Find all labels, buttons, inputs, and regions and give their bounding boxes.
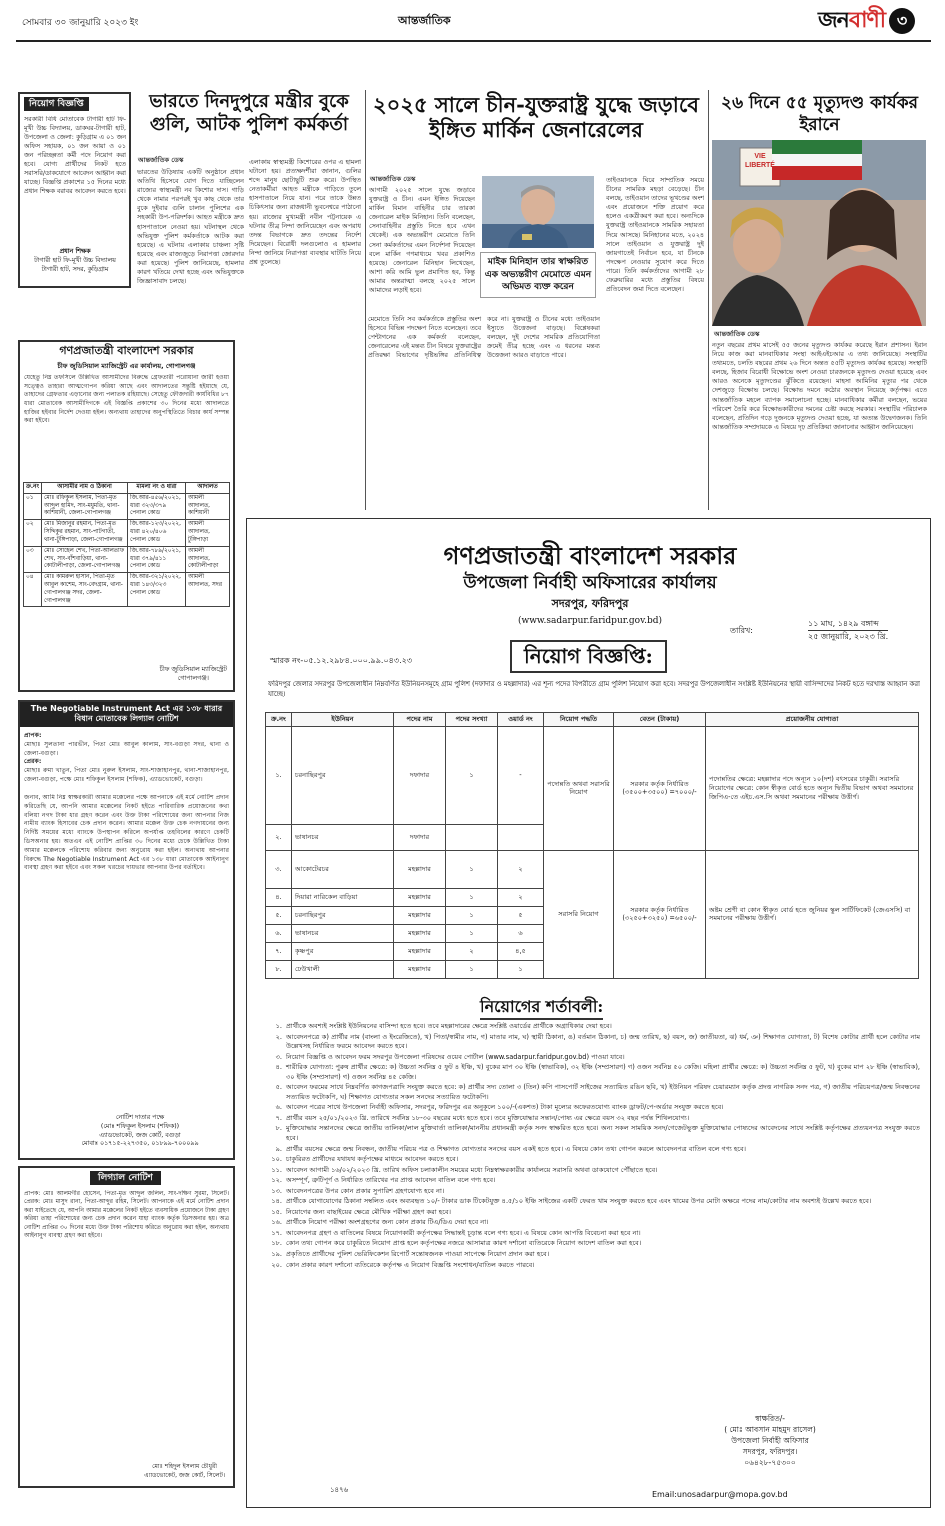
story3-headline: ২৬ দিনে ৫৫ মৃত্যুদণ্ড কার্যকর ইরানে bbox=[721, 93, 918, 136]
condition-item: ২০. কোন প্রকার কারণ দর্শানো ব্যতিরেকে কর্তৃপক্ষ এ নিয়োগ বিজ্ঞপ্তি সংশোধন/বাতিল করতে পারবে। bbox=[271, 1260, 535, 1269]
notice-place: সদরপুর, ফরিদপুর bbox=[551, 597, 629, 610]
condition-item: ১. প্রার্থীকে অবশ্যই সংশ্লিষ্ট ইউনিয়নের বাসিন্দা হতে হবে। তবে মহল্লাদারের ক্ষেত্রে সংশ্লিষ্ট ওয়ার্ডের প্রার্থীকে অগ্রাধিকার দেয়া হবে। bbox=[275, 1022, 612, 1030]
court-notice-table bbox=[23, 482, 230, 607]
qualification-dafadar: পদোন্নতির ক্ষেত্রে: মহল্লাদার পদে অন্যূন ১০(দশ) বৎসরের চাকুরী। সরাসরি নিয়োগের ক্ষেত্রে: কোন স্বীকৃত বোর্ড হতে অন্যূন দ্বিতীয় বিভাগ অথবা সমমানের জিপিএ-তে এইচ.এস.সি অথবা সমমানের পরীক্ষায় উত্তীর্ণ। bbox=[706, 726, 919, 850]
condition-item: ১২. অসম্পূর্ণ, ত্রুটিপূর্ণ ও নির্ধারিত তারিখের পর প্রাপ্ত আবেদন বাতিল বলে গণ্য হবে। bbox=[271, 1176, 496, 1185]
condition-item: ৩. নিয়োগ বিজ্ঞপ্তি ও আবেদন ফরম সদরপুর উপজেলা পরিষদের ওয়েব পোর্টাল (www.sadarpur.faridpur.gov.bd) পাওয়া যাবে। bbox=[275, 1052, 625, 1061]
condition-item: ৯. প্রার্থীর বয়সের ক্ষেত্রে জন্ম নিবন্ধন, জাতীয় পরিচয় পত্র ও শিক্ষাগত যোগ্যতার সনদের বয়স একই হতে হবে। এ বিষয়ে কোন তথ্য গোপন করলে আবেদনপত্র বাতিল বলে গণ্য হবে। bbox=[275, 1144, 746, 1153]
condition-item: ১৩. আবেদনপত্রের উপর কোন প্রকার সুপারিশ গ্রহণযোগ্য হবে না। bbox=[271, 1186, 445, 1195]
notice-dates: ১১ মাঘ, ১৪২৯ বঙ্গাব্দ ২৫ জানুয়ারি, ২০২৩ খ্রি. bbox=[808, 619, 889, 641]
notice-memo: স্মারক নং-০৫.১২.২৯৮৪.০০০.৯৯.০৪৩.২৩ bbox=[270, 656, 413, 665]
portrait-illustration bbox=[482, 176, 594, 248]
job-ad-title: নিয়োগ বিজ্ঞপ্তি bbox=[24, 97, 89, 111]
logo-text: জনবাণী bbox=[818, 7, 886, 34]
story1-byline: আন্তর্জাতিক ডেস্ক bbox=[138, 156, 184, 164]
legal-notice2-signature: মোঃ শহিদুল ইসলাম চৌধুরী এ্যাডভোকেট, জজ কোর্ট, সিলেট। bbox=[144, 1463, 225, 1479]
conditions-title: নিয়োগের শর্তাবলী: bbox=[480, 996, 603, 1020]
story2-photo-caption: মাইক মিনিহান তার স্বাক্ষরিত এক অভ্যন্তরীণ মেমোতে এমন অভিমত ব্যক্ত করেন bbox=[480, 252, 596, 298]
notice-date-label: তারিখ: bbox=[730, 626, 753, 635]
condition-item: ১১. আবেদন আগামী ১৬/০২/২০২৩ খ্রি. তারিখ অফিস চলাকালীন সময়ের মধ্যে নিম্নস্বাক্ষরকারীর কার্যালয়ে সরাসরি অথবা ডাকযোগে পৌঁছাতে হবে। bbox=[271, 1165, 658, 1174]
placard-text: VIE LIBERTÉ bbox=[745, 153, 775, 170]
table-row: ৭. কৃষ্ণপুর মহল্লাদার ২ ৪,৫ bbox=[266, 942, 919, 960]
notice-title: নিয়োগ বিজ্ঞপ্তি: bbox=[510, 640, 667, 673]
notice-table-header: ক্র.নং ইউনিয়ন পদের নাম পদের সংখ্যা ওয়ার্ড নং নিয়োগ পদ্ধতি বেতন (টাকায়) প্রয়োজনীয় যোগ্যতা bbox=[266, 713, 919, 727]
job-ad-signature: প্রধান শিক্ষক টাগারী হাট ফি-মূখী উচ্চ বিদ্যালয় টাগারী হাট, সদর, কুড়িগ্রাম bbox=[34, 248, 116, 273]
general-photo bbox=[482, 176, 594, 248]
qualification-mahalladar: অষ্টম শ্রেণী বা কোন স্বীকৃত বোর্ড হতে জুনিয়র স্কুল সার্টিফিকেট (জেএসসি) বা সমমানের পরীক্ষায় উত্তীর্ণ। bbox=[706, 850, 919, 978]
story1-col1: ভারতের উড়িষ্যায় একটি অনুষ্ঠানে প্রধান অতিথি হিসেবে যোগ দিতে যাচ্ছিলেন রাজ্যের স্বাস্থ্যমন্ত্রী নব কিশোর দাস। গাড়ি থেকে নামার পরপরই খুব কাছ থেকে তার বুকে দুইবার গুলি চালান পুলিশের এক সহকারী উপ-পরিদর্শক। আহত মন্ত্রীকে দ্রুত হাসপাতালে নেওয়া হয়। ঘটনাস্থল থেকে অভিযুক্ত পুলিশ কর্মকর্তাকে আটক করা হয়েছে। এ ঘটনায় এলাকায় চাঞ্চল্য সৃষ্টি হয়েছে এবং রাজ্যজুড়ে নিরাপত্তা জোরদার করা হয়েছে। পুলিশ জানিয়েছে, হামলার কারণ খতিয়ে দেখা হচ্ছে এবং অভিযুক্তকে জিজ্ঞাসাবাদ চলছে। bbox=[137, 168, 244, 286]
table-row: ৩. আকোটেরচর মহল্লাদার ১ ২ সরাসরি নিয়োগ সরকার কর্তৃক নির্ধারিত (৩২৫০+৩২৫০) =৬৫০০/- অষ্টম শ্রেণী বা কোন স্বীকৃত বোর্ড হতে জুনিয়র স্কুল সার্টিফিকেট (জেএসসি) বা সমমানের পরীক্ষায় উত্তীর্ণ। bbox=[266, 850, 919, 888]
notice-code: ১৪৭৬ bbox=[330, 1486, 349, 1494]
notice-email: Email:unosadarpur@mopa.gov.bd bbox=[652, 1490, 788, 1499]
legal-notice-parties: প্রাপক: মোছাঃ সুলতানা পারভীন, পিতা মোঃ আবুল কালাম, সাং-বগুড়া সদর, থানা ও জেলা-বগুড়া। প্রেরক: মোছাঃ রুমা খাতুন, পিতা মোঃ নুরুল ইসলাম, সাং-শাজাহানপুর, থানা-শাজাহানপুর, জেলা-বগুড়া, পক্ষে মোঃ শফিকুল ইসলাম (শফিক), এ্যাডভোকেট, বগুড়া। bbox=[24, 732, 229, 783]
job-ad-body: সরকারী বিধি মোতাবেক টাগারী হাট ফি-মূখী উচ্চ বিদ্যালয়, ডাকঘর-টাগারী হাট, উপজেলা ও জেলা: কুড়িগ্রাম এ ০১ জন অফিস সহায়ক, ০১ জন আয়া ও ০১ জন পরিচ্ছন্নতা কর্মী পদে নিয়োগ করা হবে। যোগ্য প্রার্থীদের নিকট হতে সরাসরি/ডাকযোগে আবেদন আহ্বান করা যাচ্ছে। বিজ্ঞপ্তি প্রকাশের ১৫ দিনের মধ্যে প্রধান শিক্ষক বরাবর আবেদন করতে হবে। bbox=[24, 116, 126, 195]
court-notice-box bbox=[18, 340, 235, 692]
legal-notice-title: The Negotiable Instrument Act এর ১৩৮ ধারার বিধান মোতাবেক লিগ্যাল নোটিশ bbox=[20, 702, 233, 727]
legal-notice2-title: লিগ্যাল নোটিশ bbox=[90, 1171, 161, 1185]
notice-website: (www.sadarpur.faridpur.gov.bd) bbox=[517, 616, 663, 626]
story2-col3: তাইওয়ানকে ঘিরে সাম্প্রতিক সময়ে চীনের সামরিক মহড়া বেড়েছে। চীন বলছে, তাইওয়ান তাদের ভূখণ্ডের অংশ এবং প্রয়োজনে শক্তি প্রয়োগ করে হলেও একত্রীকরণ করা হবে। অন্যদিকে যুক্তরাষ্ট্র তাইওয়ানকে সামরিক সহায়তা দিয়ে আসছে। মিনিহানের মতে, ২০২৪ সালে তাইওয়ান ও যুক্তরাষ্ট্র দুই জায়গাতেই নির্বাচন হবে, যা চীনকে পদক্ষেপ নেওয়ার সুযোগ করে দিতে পারে। তিনি কর্মকর্তাদের আগামী ২৮ ফেব্রুয়ারির মধ্যে প্রস্তুতির বিষয়ে প্রতিবেদন জমা দিতে বলেছেন। bbox=[606, 176, 704, 294]
condition-item: ১৮. কোন তথ্য গোপন করে চাকুরিতে নিয়োগ প্রাপ্ত হলে কর্তৃপক্ষের নজরে আসামাত্র কারণ দর্শানো ব্যতিরেকে নিয়োগ আদেশ বাতিল করা হবে। bbox=[271, 1239, 642, 1248]
story1-headline: ভারতে দিনদুপুরে মন্ত্রীর বুকে গুলি, আটক পুলিশ কর্মকর্তা bbox=[149, 91, 349, 136]
notice-signature: স্বাক্ষরিত/- ( মোঃ আবসান মাহমুদ রাসেল) উপজেলা নির্বাহী অফিসার সদরপুর, ফরিদপুর। ০৬৪২৮-৭৫৩০০ bbox=[724, 1414, 816, 1467]
court-notice-body: যেহেতু নিম্ন তফসিলে উল্লিখিত আসামীদের বিরুদ্ধে গ্রেফতারী পরোয়ানা জারী হওয়া সত্ত্বেও তাহারা আত্মগোপন করিয়া আছে এবং আদালতের সন্তুষ্টি হইয়াছে যে, তাহাদের গ্রেফতার এড়ানোর জন্য পলাতক রহিয়াছে। সেহেতু ফৌজদারী কার্যবিধির ৮৭ ধারা মোতাবেক আসামীদিগকে এই বিজ্ঞপ্তি প্রকাশের ৩০ দিনের মধ্যে আদালতে হাজির হইবার নির্দেশ দেওয়া হইল। অন্যথায় তাহাদের অনুপস্থিতিতে বিচার কার্য সম্পন্ন করা হইবে। bbox=[24, 374, 229, 425]
condition-item: ৪. শারীরিক যোগ্যতা: পুরুষ প্রার্থীর ক্ষেত্রে: ক) উচ্চতা সর্বনিম্ন ৫ ফুট ৪ ইঞ্চি, খ) বুকের মাপ ৩০ ইঞ্চি (স্বাভাবিক), ৩২ ইঞ্চি (সম্প্রসারণ) গ) ওজন সর্বনিম্ন ৫০ কেজি। মহিলা প্রার্থীর ক্ষেত্রে: ক) উচ্চতা সর্বনিম্ন ৫ ফুট, খ) বুকের মাপ ২৮ ইঞ্চি (স্বাভাবিক), ৩০ ইঞ্চি (সম্প্রসারণ) গ) ওজন সর্বনিম্ন ৪৫ কেজি। bbox=[275, 1063, 920, 1081]
condition-item: ৫. আবেদন ফরমের সাথে নিম্নবর্ণিত কাগজপত্রাদি সংযুক্ত করতে হবে: ক) প্রার্থীর সদ্য তোলা ৩ (তিন) কপি পাসপোর্ট সাইজের সত্যায়িত রঙিন ছবি, খ) ইউনিয়ন পরিষদ চেয়ারম্যান কর্তৃক প্রদত্ত নাগরিক সনদ পত্র, গ) জাতীয় পরিচয়পত্র/জন্ম নিবন্ধনের সত্যায়িত ফটোকপি, ঘ) শিক্ষাগত যোগ্যতার সকল সনদের সত্যায়িত ফটোকপি। bbox=[275, 1083, 920, 1101]
method-promotion: পদোন্নতি অথবা সরাসরি নিয়োগ bbox=[544, 726, 614, 850]
page-number: ৩ bbox=[889, 8, 915, 34]
section-title: আন্তর্জাতিক bbox=[398, 14, 451, 27]
pay-mahalladar: সরকার কর্তৃক নির্ধারিত (৩২৫০+৩২৫০) =৬৫০০/- bbox=[614, 850, 706, 978]
table-row: ০৩ মোঃ সোহেল শেখ, পিতা-আলতাফ শেখ, সাং-বাঁশবাড়িয়া, থানা-কোটালীপাড়া, জেলা-গোপালগঞ্জ জি.আর-৭৮৯/২০২১, ধারা ৩৭৯/৪১১ পেনাল কোড আমলী আদালত, কোটালীপাড়া bbox=[24, 546, 230, 572]
court-table-header: ক্র.নং আসামীর নাম ও ঠিকানা মামলা নং ও ধারা আদালত bbox=[24, 483, 230, 494]
court-notice-signature: চীফ জুডিসিয়াল ম্যাজিস্ট্রেট গোপালগঞ্জ। bbox=[159, 666, 227, 683]
issue-date: সোমবার ৩০ জানুয়ারি ২০২৩ ইং bbox=[22, 18, 139, 28]
divider bbox=[365, 90, 366, 510]
condition-item: ১৫. নিয়োগের জন্য বাছাইয়ের ক্ষেত্রে মৌখিক পরীক্ষা গ্রহণ করা হবে। bbox=[271, 1207, 451, 1216]
divider bbox=[708, 90, 709, 510]
legal-notice-signature: নোটিশ দাতার পক্ষে (মোঃ শফিকুল ইসলাম (শফিক)) এ্যাডভোকেট, জজ কোর্ট, বগুড়া মোবাঃ ০১৭১৫-২২৭৩৫০, ০১৮৯৯-৭০০০৯৯ bbox=[81, 1114, 199, 1148]
table-row: ০৪ মোঃ কামরুল হাসান, পিতা-মৃত আবুল কাশেম, সাং-বেদগ্রাম, থানা-গোপালগঞ্জ সদর, জেলা-গোপালগঞ্জ জি.আর-৩২১/২০২২, ধারা ১৪৩/৩২৩ পেনাল কোড আমলী আদালত, সদর bbox=[24, 573, 230, 607]
story2-col2: মেমোতে তিনি সব কর্মকর্তাকে প্রস্তুতির অংশ হিসেবে বিভিন্ন পদক্ষেপ নিতে বলেছেন। তবে পেন্টাগনের এক কর্মকর্তা বলেছেন, জেনারেলের এই মন্তব্য চীন বিষয়ে যুক্তরাষ্ট্রের প্রতিরক্ষা বিভাগের দৃষ্টিভঙ্গির প্রতিনিধিত্ব করে না। যুক্তরাষ্ট্র ও চীনের মধ্যে তাইওয়ান ইস্যুতে উত্তেজনা বাড়ছে। বিশ্লেষকরা বলছেন, দুই দেশের সামরিক প্রতিযোগিতা ক্রমেই তীব্র হচ্ছে এবং এ ধরনের মন্তব্য উত্তেজনা আরও বাড়াতে পারে। bbox=[368, 315, 600, 360]
legal-notice-body: জনাব, আমি নিম্ন স্বাক্ষরকারী আমার মক্কেলের পক্ষে আপনাকে এই মর্মে নোটিশ প্রদান করিতেছি যে, আপনি আমার মক্কেলের নিকট হইতে পারিবারিক প্রয়োজনের কথা বলিয়া নগদ টাকা ধার গ্রহণ করেন এবং উক্ত টাকা পরিশোধের জন্য আপনার নিজ নামীয় ব্যাংক হিসাবের চেক প্রদান করেন। আমার মক্কেল উক্ত চেক নগদায়নের জন্য নির্দিষ্ট সময়ের মধ্যে ব্যাংকে উপস্থাপন করিলে অপর্যাপ্ত তহবিলের কারণে চেকটি ডিসঅনার হয়। অতএব এই নোটিশ প্রাপ্তির ৩০ দিনের মধ্যে চেকে উল্লিখিত টাকা আমার মক্কেলকে পরিশোধ করিবার জন্য অনুরোধ করা হইল। অন্যথায় আপনার বিরুদ্ধে The Negotiable Instrument Act এর ১৩৮ ধারা মোতাবেক আইনানুগ ব্যবস্থা গ্রহণ করা হইবে এবং সকল খরচের দায়ভার আপনার উপর বর্তাইবে। bbox=[24, 794, 229, 872]
condition-item: ১০. চাকুরিরত প্রার্থীদের যথাযথ কর্তৃপক্ষের মাধ্যমে আবেদন করতে হবে। bbox=[271, 1155, 459, 1164]
header-rule bbox=[16, 40, 931, 42]
story3-body: নতুন বছরের প্রথম মাসেই ৫৫ জনের মৃত্যুদণ্ড কার্যকর করেছে ইরান প্রশাসন। ইরান নিয়ে কাজ করা মানবাধিকার সংস্থা আইএইচআর এ তথ্য জানিয়েছে। সংস্থাটির তথ্যমতে, চলতি বছরের প্রথম ২৬ দিনে অন্তত ৫৫টি মৃত্যুদণ্ড কার্যকর হয়েছে। সংস্থাটি বলছে, হিজাব বিরোধী বিক্ষোভে অংশ নেওয়া চারজনকে মৃত্যুদণ্ড দেওয়া হয়েছে এবং আরও অনেকে মৃত্যুদণ্ডের ঝুঁকিতে রয়েছেন। মাহসা আমিনির মৃত্যুর পর থেকে দেশজুড়ে বিক্ষোভ চলছে। বিক্ষোভ দমনে কঠোর অবস্থান নিয়েছে কর্তৃপক্ষ। এতে আন্তর্জাতিক মহলে ব্যাপক সমালোচনা হচ্ছে। মানবাধিকার কর্মীরা বলছেন, ভয়ের পরিবেশ তৈরি করে বিক্ষোভকারীদের দমনের চেষ্টা করছে সরকার। সংস্থাটির পরিচালক বলেছেন, প্রতিদিন গড়ে দুজনকে মৃত্যুদণ্ড দেওয়া হচ্ছে, যা অত্যন্ত উদ্বেগজনক। তিনি আন্তর্জাতিক সম্প্রদায়কে এ বিষয়ে দৃঢ় প্রতিক্রিয়া জানানোর আহ্বান জানিয়েছেন। bbox=[712, 341, 927, 431]
notice-gov-title: গণপ্রজাতন্ত্রী বাংলাদেশ সরকার bbox=[443, 541, 737, 570]
condition-item: ১৭. আবেদনপত্র গ্রহণ ও বাতিলের বিষয়ে নিয়োগকারী কর্তৃপক্ষের সিদ্ধান্তই চূড়ান্ত বলে গণ্য হবে। এ বিষয়ে কোন আপত্তি বিবেচনা করা হবে না। bbox=[271, 1228, 641, 1237]
table-row: ৪. দিয়ারা নারিকেল বাড়িয়া মহল্লাদার ১ ২ bbox=[266, 888, 919, 906]
table-row: ৫. চরনাছিরপুর মহল্লাদার ১ ৫ bbox=[266, 906, 919, 924]
table-row: ৬. ভাষানচর মহল্লাদার ১ ৬ bbox=[266, 924, 919, 942]
story3-byline: আন্তর্জাতিক ডেস্ক bbox=[714, 330, 760, 338]
condition-item: ১৪. প্রার্থীকে যোগাযোগের ঠিকানা সম্বলিত এবং অব্যবহৃত ১০/- টাকার ডাক টিকেটযুক্ত ৪.৫/১০ ইঞ্চি সাইজের একটি ফেরত খাম সংযুক্ত করতে হবে এবং খামের উপর মোটা অক্ষরে পদের নাম/কোটার নাম অবশ্যই উল্লেখ করতে হবে। bbox=[271, 1197, 872, 1206]
table-row: ২. ভাষানচর দফাদার bbox=[266, 824, 919, 850]
conditions-list bbox=[268, 1022, 920, 1271]
table-row: ৮. ঢেউখালী মহল্লাদার ১ ১ bbox=[266, 960, 919, 978]
job-ad-box bbox=[18, 92, 131, 288]
condition-item: ১৬. প্রার্থীকে নিয়োগ পরীক্ষা অংশগ্রহণের জন্য কোন প্রকার টিএ/ডিএ দেয়া হবে না। bbox=[271, 1218, 489, 1227]
notice-office: উপজেলা নির্বাহী অফিসারের কার্যালয় bbox=[463, 573, 717, 593]
condition-item: ২. আবেদনপত্রে ক) প্রার্থীর নাম (বাংলা ও ইংরেজিতে), খ) পিতা/স্বামীর নাম, গ) মাতার নাম, ঘ) স্থায়ী ঠিকানা, ঙ) বর্তমান ঠিকানা, চ) জন্ম তারিখ, ছ) বয়স, জ) জাতীয়তা, ঝ) ধর্ম, ঞ) শিক্ষাগত যোগ্যতা, ট) বিশেষ কোটার প্রার্থী হলে কোটার নাম উল্লেখসহ নির্ধারিত ফরমে আবেদন করতে হবে। bbox=[275, 1032, 920, 1051]
legal-notice2-box bbox=[18, 1166, 235, 1488]
legal-notice-box bbox=[18, 700, 235, 1160]
condition-item: ১৯. প্রকৃতিতে প্রার্থীদের পুলিশ ভেরিফিকেশন রিপোর্ট সন্তোষজনক পাওয়া সাপেক্ষে নিয়োগ প্রদান করা হবে। bbox=[271, 1250, 550, 1259]
notice-intro: ফরিদপুর জেলার সদরপুর উপজেলাধীন নিম্নবর্ণিত ইউনিয়নসমূহে গ্রাম পুলিশ (দফাদার ও মহল্লাদার) এর শূন্য পদের বিপরীতে গ্রাম পুলিশ নিয়োগ করা হবে। সদরপুর উপজেলাধীন সংশ্লিষ্ট ইউনিয়নের স্থায়ী বাসিন্দাদের নিকট হতে দরখাস্ত আহ্বান করা যাচ্ছে। bbox=[268, 680, 920, 698]
story2-col1: আগামী ২০২৫ সালে যুদ্ধে জড়াবে যুক্তরাষ্ট্র ও চীন। এমন ইঙ্গিত দিয়েছেন মার্কিন বিমান বাহিনীর চার তারকা জেনারেল মাইক মিনিহান। তিনি বলেছেন, সেনাবাহিনীর প্রস্তুতি নিতে হবে এখন থেকেই। এক অভ্যন্তরীণ মেমোতে তিনি সেনা কর্মকর্তাদের এমন নির্দেশনা দিয়েছেন বলে মার্কিন গণমাধ্যমে খবর প্রকাশিত হয়েছে। জেনারেল মিনিহান লিখেছেন, আশা করি আমি ভুল প্রমাণিত হব, কিন্তু আমার অন্তরাত্মা বলছে ২০২৫ সালে আমাদের লড়াই হবে। bbox=[369, 186, 475, 295]
story1-col2: এলাকায় স্বাস্থ্যমন্ত্রী কিশোরের ওপর এ হামলা ঘটানো হয়। প্রত্যক্ষদর্শীরা জানান, গুলির শব্দে মানুষ ছোটাছুটি শুরু করে। উপস্থিত নেতাকর্মীরা আহত মন্ত্রীকে গাড়িতে তুলে হাসপাতালে নিয়ে যান। পরে তাকে উন্নত চিকিৎসার জন্য রাজধানী ভুবনেশ্বরে পাঠানো হয়। রাজ্যের মুখ্যমন্ত্রী নবীন পট্টনায়েক এ ঘটনার তীব্র নিন্দা জানিয়েছেন এবং অপরাধ তদন্ত বিভাগকে দ্রুত তদন্তের নির্দেশ দিয়েছেন। বিরোধী দলগুলোও এ হামলার নিন্দা জানিয়ে নিরাপত্তা ব্যবস্থার ঘাটতি নিয়ে প্রশ্ন তুলেছে। bbox=[249, 158, 361, 267]
method-direct: সরাসরি নিয়োগ bbox=[544, 850, 614, 978]
iran-protest-photo bbox=[712, 140, 926, 326]
story2-headline: ২০২৫ সালে চীন-যুক্তরাষ্ট্র যুদ্ধে জড়াবে ইঙ্গিত মার্কিন জেনারেলের bbox=[373, 92, 699, 143]
pay-dafadar: সরকার কর্তৃক নির্ধারিত (৩৫০০+৩৫০০) =৭০০০/- bbox=[614, 726, 706, 850]
condition-item: ৬. আবেদন পত্রের সাথে উপজেলা নির্বাহী অফিসার, সদরপুর, ফরিদপুর এর অনুকূলে ১০০/-(একশত) টাকা মূল্যের অফেরতযোগ্য ব্যাংক ড্রাফট/পে-অর্ডার সংযুক্ত করতে হবে। bbox=[275, 1103, 724, 1112]
legal-notice2-body: প্রাপক: মোঃ আলমগীর হোসেন, পিতা-মৃত আব্দুল জলিল, সাং-দক্ষিণ সুরমা, সিলেট। প্রেরক: মোঃ মাসুদ রানা, পিতা-আব্দুর রহিম, সিলেট। আপনাকে এই মর্মে নোটিশ প্রদান করা যাইতেছে যে, আপনি আমার মক্কেলের নিকট হইতে ব্যবসায়িক প্রয়োজনে টাকা গ্রহণ করিয়া তাহা পরিশোধের জন্য চেক প্রদান করেন যাহা ব্যাংক কর্তৃক ডিসঅনার হয়। অত্র নোটিশ প্রাপ্তির ৩০ দিনের মধ্যে উক্ত টাকা পরিশোধ করিতে অনুরোধ করা হইল, অন্যথায় আইনানুগ ব্যবস্থা গ্রহণ করা হইবে। bbox=[24, 1191, 229, 1239]
newspaper-logo bbox=[818, 4, 930, 38]
condition-item: ৭. প্রার্থীর বয়স ২৫/০১/২০২৩ খ্রি. তারিখে সর্বনিম্ন ১৮-৩০ বছরের মধ্যে হতে হবে। তবে মুক্তিযোদ্ধার সন্তান/পোষ্য এর ক্ষেত্রে বয়স ৩২ বছর পর্যন্ত শিথিলযোগ্য। bbox=[275, 1113, 690, 1122]
court-notice-title: গণপ্রজাতন্ত্রী বাংলাদেশ সরকার bbox=[59, 344, 194, 357]
story2-byline: আন্তর্জাতিক ডেস্ক bbox=[370, 175, 416, 183]
table-row: ১. চরনাছিরপুর দফাদার ১ - পদোন্নতি অথবা সরাসরি নিয়োগ সরকার কর্তৃক নির্ধারিত (৩৫০০+৩৫০০) =৭০০০/- পদোন্নতির ক্ষেত্রে: মহল্লাদার পদে অন্যূন ১০(দশ) বৎসরের চাকুরী। সরাসরি নিয়োগের ক্ষেত্রে: কোন স্বীকৃত বোর্ড হতে অন্যূন দ্বিতীয় বিভাগ অথবা সমমানের জিপিএ-তে এইচ.এস.সি অথবা সমমানের পরীক্ষায় উত্তীর্ণ। bbox=[266, 726, 919, 824]
notice-table bbox=[265, 712, 919, 979]
court-notice-subtitle: চীফ জুডিসিয়াল ম্যাজিস্ট্রেট এর কার্যালয়, গোপালগঞ্জ bbox=[57, 362, 196, 370]
table-row: ০২ মোঃ মিজানুর রহমান, পিতা-মৃত সিদ্দিকুর রহমান, সাং-পাটগাতী, থানা-টুঙ্গিপাড়া, জেলা-গোপালগঞ্জ জি.আর-১২৩/২০২২, ধারা ৪২০/৪০৬ পেনাল কোড আমলী আদালত, টুঙ্গিপাড়া bbox=[24, 520, 230, 546]
table-row: ০১ মোঃ রফিকুল ইসলাম, পিতা-মৃত আব্দুল হামিদ, সাং-মধুমতি, থানা-কাশিয়ানী, জেলা-গোপালগঞ্জ জি.আর-৪৫৬/২০২১, ধারা ৩২৩/৩৭৯ পেনাল কোড আমলী আদালত, কাশিয়ানী bbox=[24, 493, 230, 519]
condition-item: ৮. মুক্তিযোদ্ধার সন্তানদের ক্ষেত্রে জাতীয় তালিকা/লাল মুক্তিবার্তা তালিকা/মাননীয় প্রধানমন্ত্রী কর্তৃক সনদ স্বাক্ষরিত হতে হবে। অন্য সকল সাময়িক সনদ/গেজেটভুক্ত মুক্তিযোদ্ধার পোষ্যদের আবেদনের সাথে সংশ্লিষ্ট কর্তৃপক্ষের প্রত্যয়নপত্র সংযুক্ত করতে হবে। bbox=[275, 1124, 920, 1143]
